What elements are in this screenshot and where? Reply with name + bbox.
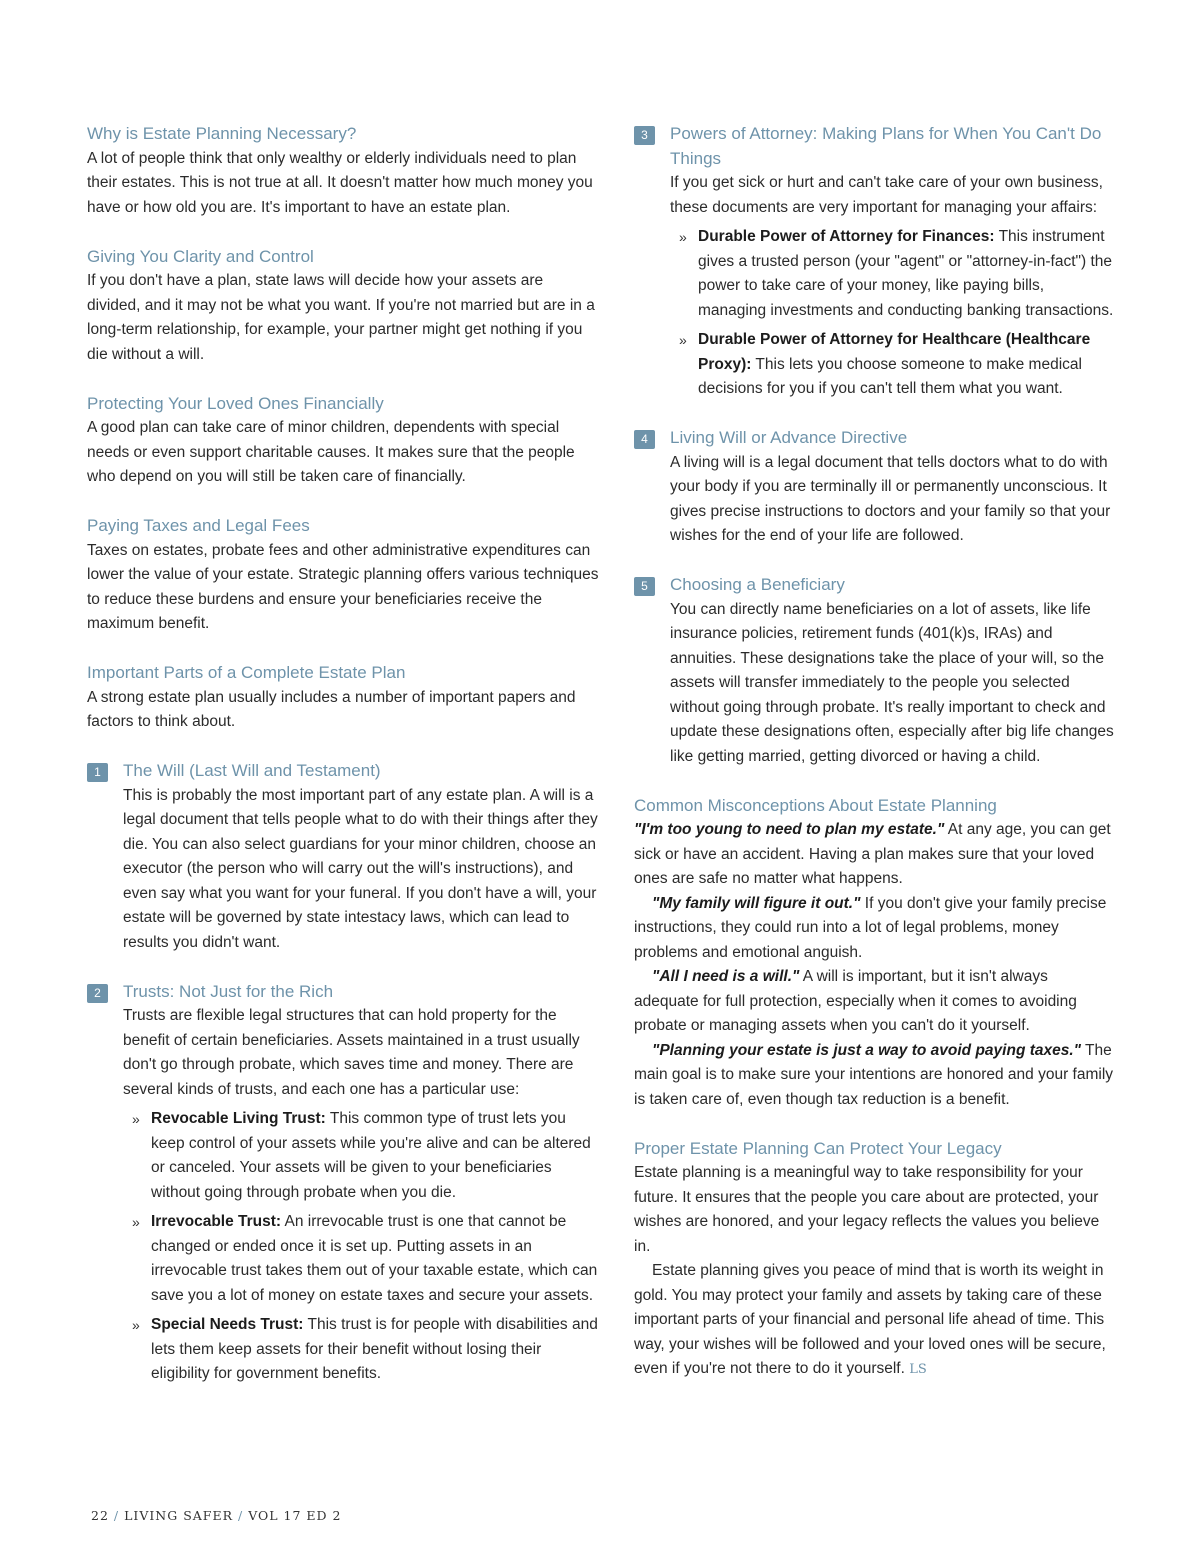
section-body: If you don't have a plan, state laws will decide how your assets are divided, and it may not be what you want. If you're not married but are in a long-term relationship, for example, your partner might get nothing if you die without a will. — [87, 272, 595, 363]
section-heading: Important Parts of a Complete Estate Plan — [87, 663, 406, 682]
misconception-paragraph — [634, 965, 1116, 1039]
section-why — [87, 122, 599, 220]
section-heading: Choosing a Beneficiary — [670, 575, 845, 594]
section-heading: The Will (Last Will and Testament) — [123, 761, 381, 780]
misconception-text: At any age, you can get sick or have an accident. Having a plan makes sure that your loved ones are safe no matter what happens. — [634, 821, 1111, 887]
section-body: A living will is a legal document that tells doctors what to do with your body if you are terminally ill or permanently unconscious. It gives precise instructions to doctors and your family so that your wishes for the end of your life are followed. — [670, 453, 1111, 544]
section-heading: Common Misconceptions About Estate Planning — [634, 795, 997, 815]
page-number: 22 — [91, 1508, 109, 1523]
section-legacy — [634, 1137, 1116, 1383]
section-body: Estate planning is a meaningful way to take responsibility for your future. It ensures that the people you care about are protected, your wishes are honored, and your legacy reflects the values you believe in. — [634, 1164, 1100, 1255]
misconception-paragraph — [634, 1039, 1116, 1113]
list-item — [123, 1107, 599, 1205]
item-title: Durable Power of Attorney for Finances: — [698, 228, 995, 245]
misconception-text: The main goal is to make sure your intentions are honored and your family is taken care of, even though tax reduction is a benefit. — [634, 1041, 1114, 1108]
number-badge: 1 — [87, 763, 108, 782]
section-heading: Why is Estate Planning Necessary? — [87, 124, 357, 143]
list-item — [670, 328, 1116, 402]
section-heading: Powers of Attorney: Making Plans for When You Can't Do Things — [670, 124, 1102, 168]
section-body: A good plan can take care of minor children, dependents with special needs or even support charitable causes. It makes sure that the people who depend on you will still be taken care of financially. — [87, 419, 575, 485]
misconception-paragraph — [634, 818, 1116, 892]
misconception-text: If you don't give your family precise instructions, they could run into a lot of legal problems, money problems and emotional anguish. — [634, 894, 1107, 961]
section-heading: Protecting Your Loved Ones Financially — [87, 393, 384, 413]
chevron-bullet-icon: » — [132, 1111, 140, 1127]
section-body: This is probably the most important part of any estate plan. A will is a legal document that tells people what to do with their things after they die. You can also select guardians for your minor children, choose an executor (the person who will carry out the will's instructions), and even say what you want for your funeral. If you don't have a will, your estate will be governed by state intestacy laws, which can lead to results you didn't want. — [123, 786, 598, 951]
section-heading: Paying Taxes and Legal Fees — [87, 516, 310, 535]
poa-types-list — [670, 225, 1116, 402]
list-item — [123, 1313, 599, 1387]
section-body-closing — [634, 1259, 1116, 1383]
section-beneficiary — [634, 573, 1116, 769]
section-body: If you get sick or hurt and can't take care of your own business, these documents are very important for managing your affairs: — [670, 174, 1103, 216]
section-misconceptions — [634, 794, 1116, 1113]
left-column — [87, 122, 599, 1411]
number-badge: 4 — [634, 430, 655, 449]
section-heading: Living Will or Advance Directive — [670, 428, 908, 447]
section-parts — [87, 661, 599, 735]
item-title: Special Needs Trust: — [151, 1316, 304, 1333]
section-body: Taxes on estates, probate fees and other administrative expenditures can lower the value of your estate. Strategic planning offers various techniques to reduce these burdens and ensure your beneficiaries receive the maximum benefit. — [87, 541, 599, 632]
section-powers-of-attorney — [634, 122, 1116, 402]
ls-end-mark-icon: LS — [909, 1362, 927, 1377]
item-text: This common type of trust lets you keep control of your assets while you're alive and can be altered or canceled. Your assets will be given to your beneficiaries without going through probate when you die. — [151, 1110, 591, 1201]
list-item — [670, 225, 1116, 323]
misconception-quote: "My family will figure it out." — [652, 894, 861, 912]
misconception-quote: "I'm too young to need to plan my estate." — [634, 821, 945, 838]
chevron-bullet-icon: » — [132, 1214, 140, 1230]
section-body: A lot of people think that only wealthy or elderly individuals need to plan their estates. This is not true at all. It doesn't matter how much money you have or how old you are. It's important to have an estate plan. — [87, 149, 593, 216]
number-badge: 3 — [634, 126, 655, 145]
page-footer — [91, 1508, 341, 1523]
section-heading: Giving You Clarity and Control — [87, 246, 314, 266]
item-text: An irrevocable trust is one that cannot be changed or ended once it is set up. Putting assets in an irrevocable trust takes them out of your taxable estate, which can save you a lot of money on estate taxes and secure your assets. — [151, 1213, 598, 1304]
section-taxes — [87, 514, 599, 637]
item-title: Irrevocable Trust: — [151, 1213, 282, 1230]
number-badge: 5 — [634, 577, 655, 596]
item-title: Revocable Living Trust: — [151, 1110, 326, 1127]
chevron-bullet-icon: » — [679, 229, 687, 245]
section-living-will — [634, 426, 1116, 549]
misconception-quote: "Planning your estate is just a way to avoid paying taxes." — [652, 1041, 1082, 1059]
item-title: Durable Power of Attorney for Healthcare (Healthcare Proxy): — [698, 331, 1091, 373]
closing-text: Estate planning gives you peace of mind that is worth its weight in gold. You may protect your family and assets by taking care of these important parts of your financial and personal life ahead of time. This way, your wishes will be followed and your loved ones will be secure, even if you're not there to do it yourself. — [634, 1262, 1106, 1377]
section-body: You can directly name beneficiaries on a lot of assets, like life insurance policies, retirement funds (401(k)s, IRAs) and annuities. These designations take the place of your will, so the assets will transfer immediately to the people you selected without going through probate. It's really important to check and update these designations often, especially after big life changes like getting married, getting divorced or having a child. — [670, 600, 1114, 765]
list-item — [123, 1210, 599, 1308]
chevron-bullet-icon: » — [679, 332, 687, 348]
section-body: A strong estate plan usually includes a number of important papers and factors to think about. — [87, 688, 576, 730]
misconception-quote: "All I need is a will." — [652, 968, 800, 985]
item-text: This lets you choose someone to make medical decisions for you if you can't tell them what you want. — [698, 355, 1082, 397]
section-trusts — [87, 980, 599, 1387]
section-clarity — [87, 245, 599, 368]
section-will — [87, 759, 599, 955]
issue-label: VOL 17 ED 2 — [248, 1508, 342, 1523]
misconception-text: A will is important, but it isn't always adequate for full protection, especially when it comes to avoiding probate or managing assets when you can't do it yourself. — [634, 968, 1077, 1034]
section-body: Trusts are flexible legal structures that can hold property for the benefit of certain beneficiaries. Assets maintained in a trust usually don't go through probate, which saves time and money. There are several kinds of trusts, and each one has a particular use: — [123, 1007, 580, 1098]
item-text: This instrument gives a trusted person (your "agent" or "attorney-in-fact") the power to take care of your money, like paying bills, managing investments and conducting banking transactions. — [698, 228, 1114, 319]
footer-separator: / — [113, 1508, 120, 1523]
number-badge: 2 — [87, 984, 108, 1003]
trust-types-list — [123, 1107, 599, 1387]
section-heading: Proper Estate Planning Can Protect Your Legacy — [634, 1138, 1002, 1158]
section-protecting — [87, 392, 599, 490]
section-heading: Trusts: Not Just for the Rich — [123, 981, 334, 1001]
right-column — [634, 122, 1116, 1407]
chevron-bullet-icon: » — [132, 1317, 140, 1333]
magazine-name: LIVING SAFER — [124, 1508, 233, 1523]
footer-separator: / — [237, 1508, 244, 1523]
misconception-paragraph — [634, 892, 1116, 966]
item-text: This trust is for people with disabilities and lets them keep assets for their benefit without losing their eligibility for government benefits. — [151, 1316, 598, 1382]
